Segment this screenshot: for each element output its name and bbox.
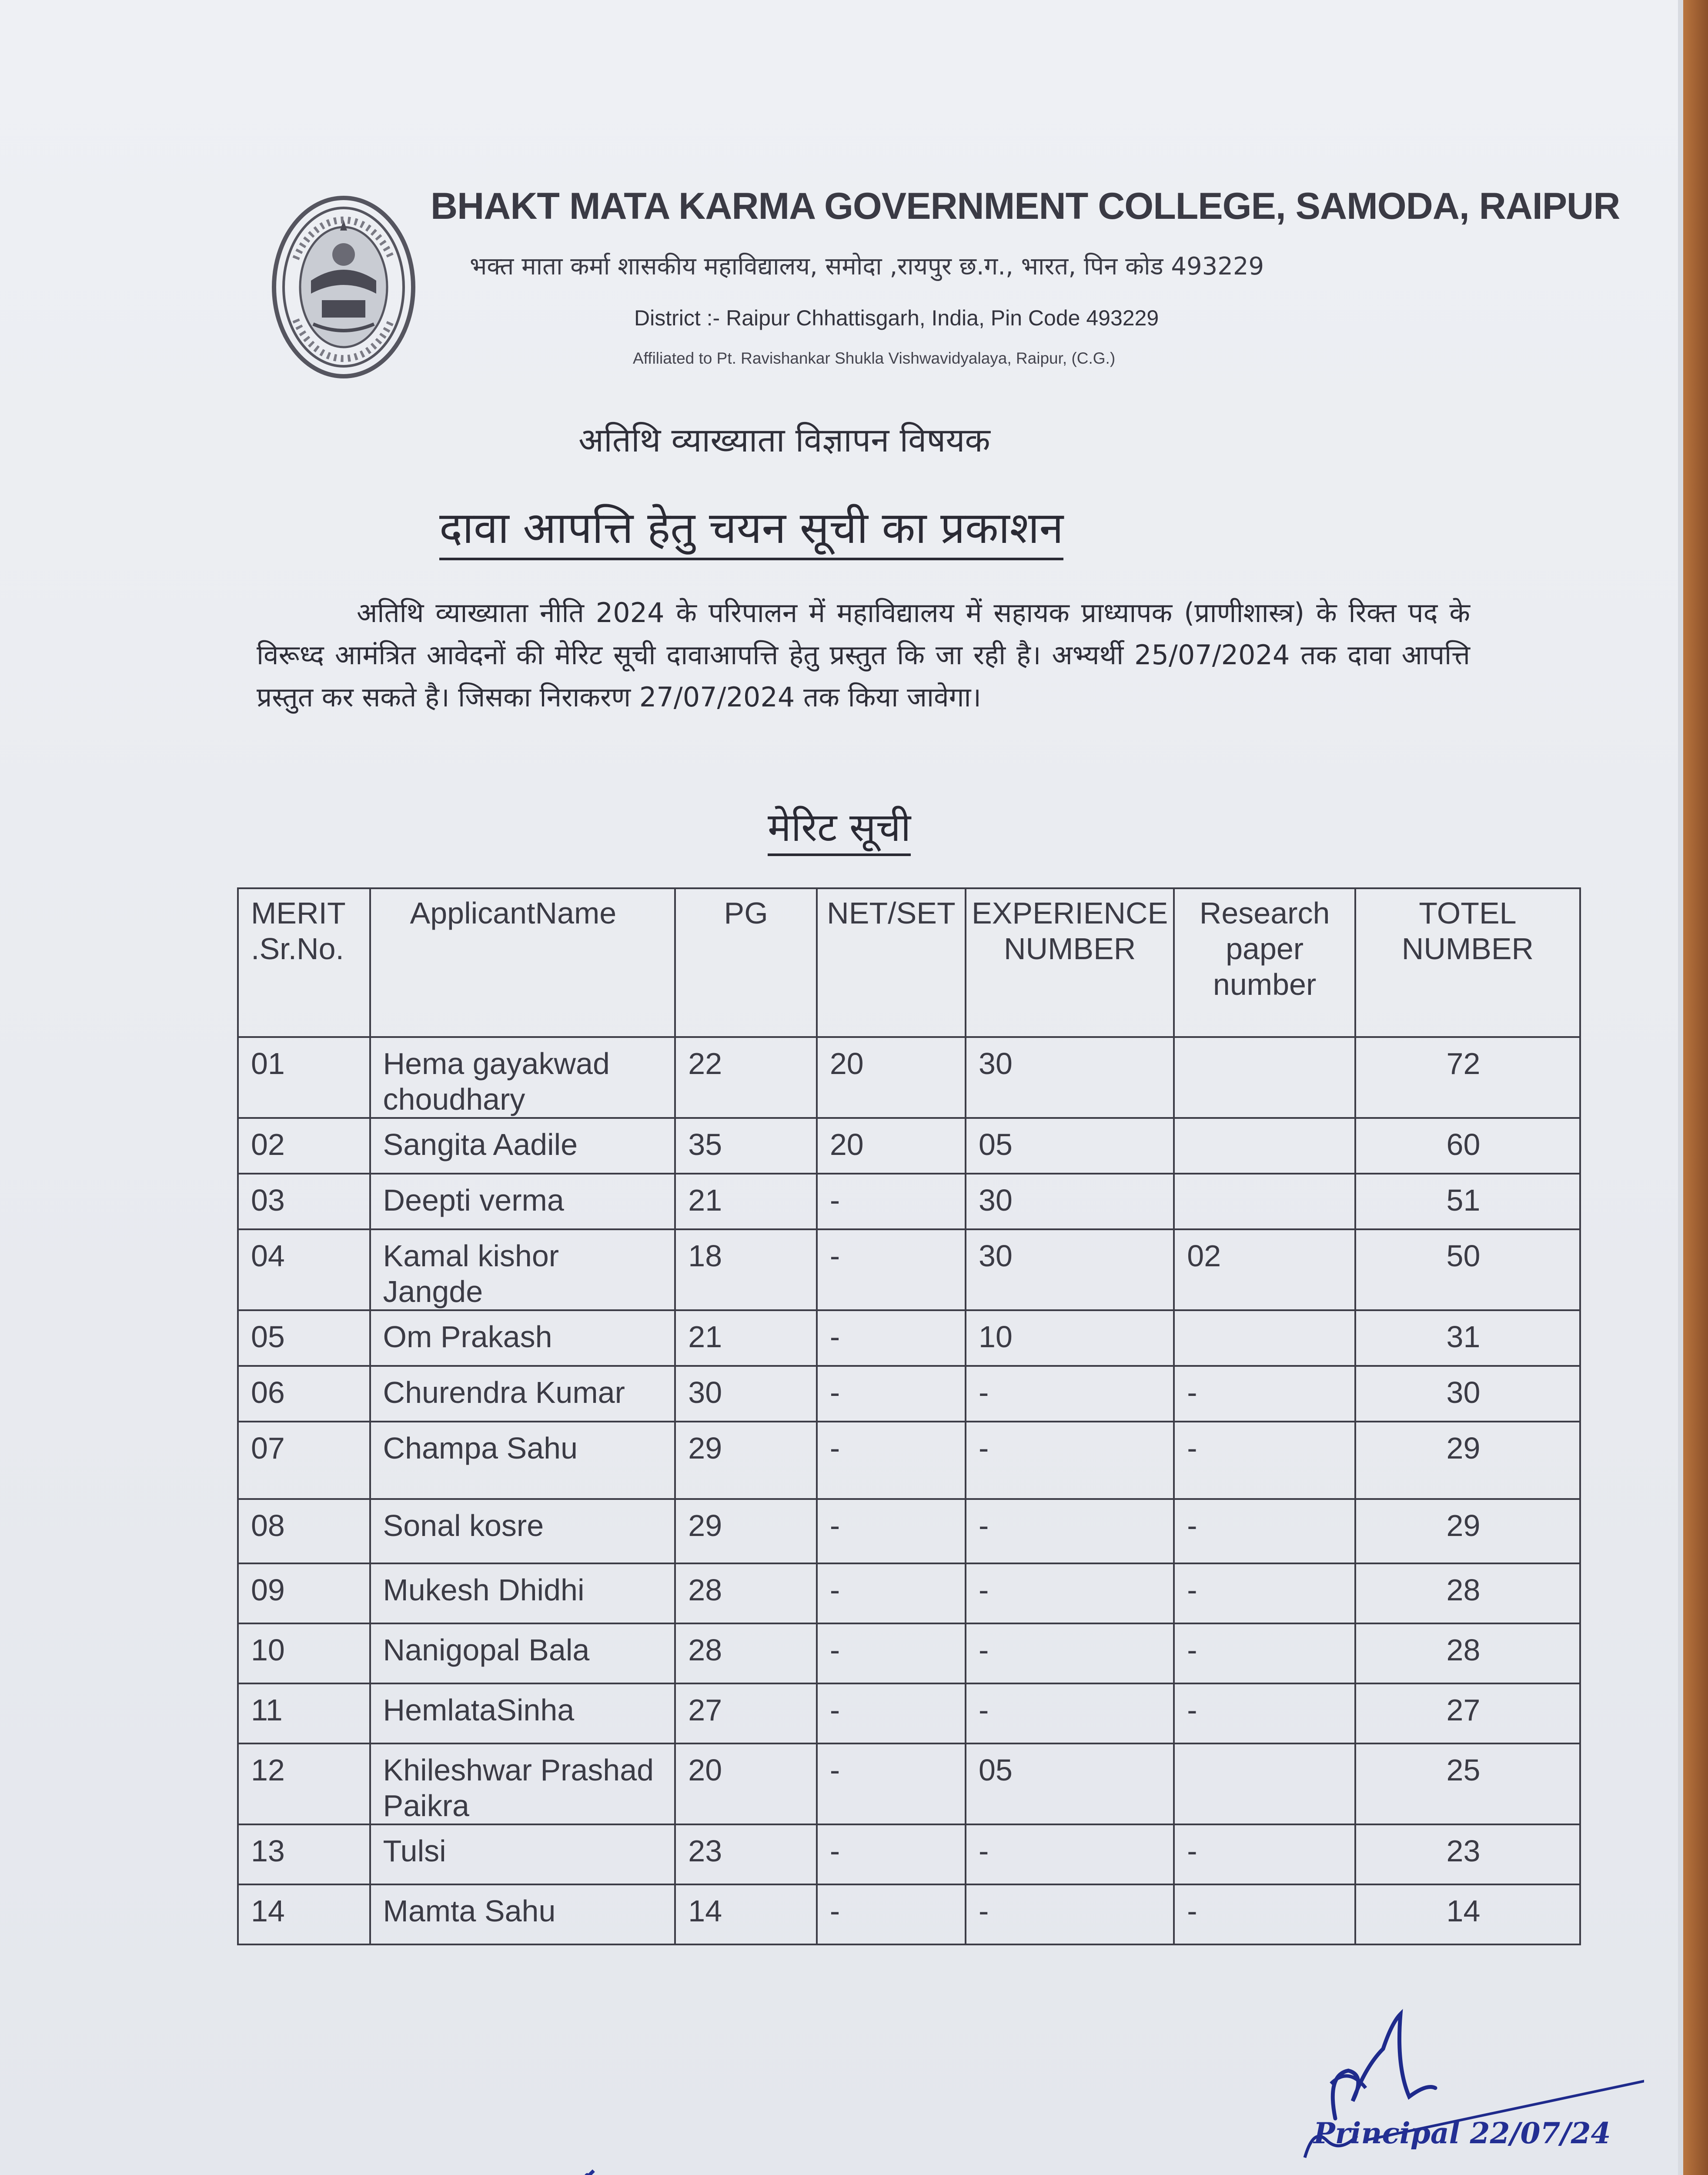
header-merit-srno: MERIT .Sr.No.	[238, 888, 370, 1037]
merit-srno-cell: 14	[238, 1884, 370, 1944]
merit-table-body	[238, 1037, 1580, 1944]
experience-cell: -	[966, 1422, 1174, 1499]
merit-srno-cell: 01	[238, 1037, 370, 1118]
merit-srno-cell: 07	[238, 1422, 370, 1499]
notice-heading: दावा आपत्ति हेतु चयन सूची का प्रकाशन	[439, 497, 1063, 560]
merit-srno-cell: 12	[238, 1743, 370, 1824]
experience-cell: -	[966, 1824, 1174, 1884]
net-set-cell: -	[817, 1884, 966, 1944]
notice-subheading: अतिथि व्याख्याता विज्ञापन विषयक	[578, 421, 990, 459]
desk-edge	[1683, 0, 1708, 2175]
handwritten-initials	[444, 2136, 609, 2175]
total-number-cell: 60	[1355, 1118, 1580, 1174]
experience-cell: 30	[966, 1174, 1174, 1229]
research-paper-cell	[1174, 1118, 1355, 1174]
merit-srno-cell: 13	[238, 1824, 370, 1884]
pg-cell: 27	[675, 1683, 817, 1743]
college-district: District :- Raipur Chhattisgarh, India, Pin Code 493229	[634, 306, 1159, 330]
net-set-cell: -	[817, 1563, 966, 1623]
table-row	[238, 1366, 1580, 1422]
total-number-cell: 29	[1355, 1499, 1580, 1563]
research-paper-cell: -	[1174, 1499, 1355, 1563]
net-set-cell: -	[817, 1683, 966, 1743]
table-header-row	[238, 888, 1580, 1037]
merit-srno-cell: 09	[238, 1563, 370, 1623]
merit-srno-cell: 02	[238, 1118, 370, 1174]
research-paper-cell: -	[1174, 1884, 1355, 1944]
college-affiliation: Affiliated to Pt. Ravishankar Shukla Vishwavidyalaya, Raipur, (C.G.)	[633, 349, 1116, 367]
net-set-cell: -	[817, 1824, 966, 1884]
research-paper-cell	[1174, 1037, 1355, 1118]
applicant-name-cell: Sangita Aadile	[370, 1118, 675, 1174]
table-row	[238, 1623, 1580, 1683]
experience-cell: -	[966, 1366, 1174, 1422]
research-paper-cell	[1174, 1743, 1355, 1824]
table-row	[238, 1683, 1580, 1743]
desk-shadow	[1678, 0, 1683, 2175]
applicant-name-cell: Khileshwar Prashad Paikra	[370, 1743, 675, 1824]
experience-cell: 05	[966, 1743, 1174, 1824]
total-number-cell: 25	[1355, 1743, 1580, 1824]
applicant-name-cell: Hema gayakwad choudhary	[370, 1037, 675, 1118]
merit-srno-cell: 03	[238, 1174, 370, 1229]
experience-cell: 10	[966, 1310, 1174, 1366]
net-set-cell: -	[817, 1229, 966, 1310]
net-set-cell: -	[817, 1623, 966, 1683]
table-row	[238, 1229, 1580, 1310]
principal-date: Principal 22/07/24	[1314, 2116, 1611, 2150]
total-number-cell: 30	[1355, 1366, 1580, 1422]
total-number-cell: 28	[1355, 1623, 1580, 1683]
applicant-name-cell: Champa Sahu	[370, 1422, 675, 1499]
total-number-cell: 23	[1355, 1824, 1580, 1884]
table-row	[238, 1743, 1580, 1824]
pg-cell: 22	[675, 1037, 817, 1118]
merit-srno-cell: 05	[238, 1310, 370, 1366]
research-paper-cell: -	[1174, 1824, 1355, 1884]
merit-srno-cell: 08	[238, 1499, 370, 1563]
net-set-cell: 20	[817, 1118, 966, 1174]
table-row	[238, 1174, 1580, 1229]
pg-cell: 28	[675, 1563, 817, 1623]
net-set-cell: -	[817, 1310, 966, 1366]
applicant-name-cell: Kamal kishor Jangde	[370, 1229, 675, 1310]
total-number-cell: 72	[1355, 1037, 1580, 1118]
applicant-name-cell: Om Prakash	[370, 1310, 675, 1366]
experience-cell: 05	[966, 1118, 1174, 1174]
experience-cell: -	[966, 1563, 1174, 1623]
table-row	[238, 1563, 1580, 1623]
pg-cell: 18	[675, 1229, 817, 1310]
total-number-cell: 31	[1355, 1310, 1580, 1366]
total-number-cell: 51	[1355, 1174, 1580, 1229]
total-number-cell: 14	[1355, 1884, 1580, 1944]
total-number-cell: 27	[1355, 1683, 1580, 1743]
header-research-paper-number: Research paper number	[1174, 888, 1355, 1037]
applicant-name-cell: Nanigopal Bala	[370, 1623, 675, 1683]
table-row	[238, 1422, 1580, 1499]
research-paper-cell: -	[1174, 1366, 1355, 1422]
total-number-cell: 50	[1355, 1229, 1580, 1310]
principal-signature-stamp	[1122, 1997, 1644, 2175]
applicant-name-cell: Deepti verma	[370, 1174, 675, 1229]
merit-list-title: मेरिट सूची	[768, 800, 911, 856]
net-set-cell: -	[817, 1174, 966, 1229]
net-set-cell: 20	[817, 1037, 966, 1118]
applicant-name-cell: Churendra Kumar	[370, 1366, 675, 1422]
research-paper-cell: -	[1174, 1563, 1355, 1623]
experience-cell: -	[966, 1683, 1174, 1743]
table-row	[238, 1824, 1580, 1884]
research-paper-cell	[1174, 1310, 1355, 1366]
merit-srno-cell: 10	[238, 1623, 370, 1683]
research-paper-cell: -	[1174, 1422, 1355, 1499]
table-row	[238, 1499, 1580, 1563]
header-experience-number: EXPERIENCE NUMBER	[966, 888, 1174, 1037]
applicant-name-cell: Tulsi	[370, 1824, 675, 1884]
experience-cell: -	[966, 1623, 1174, 1683]
research-paper-cell	[1174, 1174, 1355, 1229]
header-pg: PG	[675, 888, 817, 1037]
pg-cell: 23	[675, 1824, 817, 1884]
net-set-cell: -	[817, 1422, 966, 1499]
net-set-cell: -	[817, 1743, 966, 1824]
research-paper-cell: -	[1174, 1683, 1355, 1743]
table-row	[238, 1037, 1580, 1118]
header-total-number: TOTEL NUMBER	[1355, 888, 1580, 1037]
total-number-cell: 28	[1355, 1563, 1580, 1623]
merit-srno-cell: 06	[238, 1366, 370, 1422]
research-paper-cell: 02	[1174, 1229, 1355, 1310]
pg-cell: 35	[675, 1118, 817, 1174]
pg-cell: 30	[675, 1366, 817, 1422]
pg-cell: 29	[675, 1499, 817, 1563]
pg-cell: 20	[675, 1743, 817, 1824]
net-set-cell: -	[817, 1366, 966, 1422]
merit-table	[237, 887, 1581, 1945]
merit-srno-cell: 11	[238, 1683, 370, 1743]
college-name: BHAKT MATA KARMA GOVERNMENT COLLEGE, SAMODA, RAIPUR	[431, 185, 1620, 227]
header-applicant-name: ApplicantName	[370, 888, 675, 1037]
college-name-hindi: भक्त माता कर्मा शासकीय महाविद्यालय, समोदा ,रायपुर छ.ग., भारत, पिन कोड 493229	[470, 252, 1264, 281]
table-row	[238, 1310, 1580, 1366]
pg-cell: 28	[675, 1623, 817, 1683]
applicant-name-cell: Mamta Sahu	[370, 1884, 675, 1944]
table-row	[238, 1118, 1580, 1174]
applicant-name-cell: HemlataSinha	[370, 1683, 675, 1743]
merit-srno-cell: 04	[238, 1229, 370, 1310]
header-net-set: NET/SET	[817, 888, 966, 1037]
table-row	[238, 1884, 1580, 1944]
experience-cell: -	[966, 1884, 1174, 1944]
experience-cell: 30	[966, 1229, 1174, 1310]
experience-cell: -	[966, 1499, 1174, 1563]
applicant-name-cell: Sonal kosre	[370, 1499, 675, 1563]
research-paper-cell: -	[1174, 1623, 1355, 1683]
net-set-cell: -	[817, 1499, 966, 1563]
pg-cell: 21	[675, 1174, 817, 1229]
total-number-cell: 29	[1355, 1422, 1580, 1499]
pg-cell: 21	[675, 1310, 817, 1366]
pg-cell: 29	[675, 1422, 817, 1499]
college-seal-logo	[270, 194, 418, 381]
applicant-name-cell: Mukesh Dhidhi	[370, 1563, 675, 1623]
pg-cell: 14	[675, 1884, 817, 1944]
experience-cell: 30	[966, 1037, 1174, 1118]
notice-paragraph: अतिथि व्याख्याता नीति 2024 के परिपालन में महाविद्यालय में सहायक प्राध्यापक (प्राणीशास्त्र) के रिक्त पद के विरूध्द आमंत्रित आवेदनों की मेरिट सूची दावाआपत्ति हेतु प्रस्तुत कि जा रही है। अभ्यर्थी 25/07/2024 तक दावा आपत्ति प्रस्तुत कर सकते है। जिसका निराकरण 27/07/2024 तक किया जावेगा।	[257, 597, 1470, 713]
